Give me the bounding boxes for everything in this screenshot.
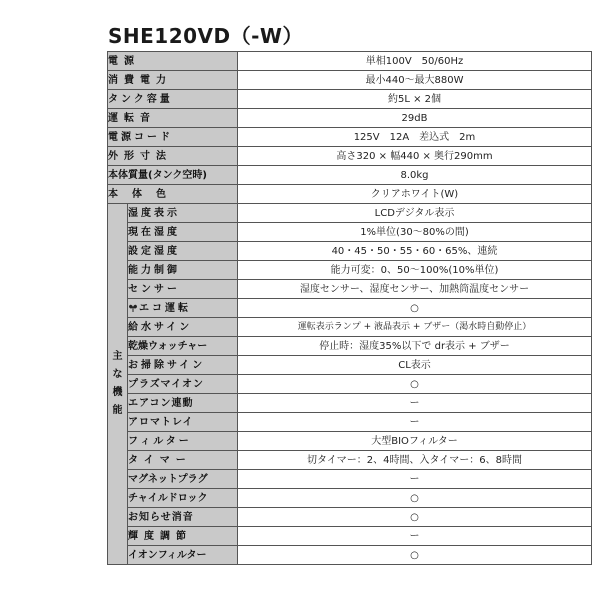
spec-label-tank: タンク容量 <box>108 90 238 109</box>
spec-label-cord: 電源コード <box>108 128 238 147</box>
table-row <box>108 109 592 128</box>
table-row <box>108 90 592 109</box>
table-row <box>108 280 592 299</box>
spec-table <box>107 51 592 565</box>
table-row <box>108 166 592 185</box>
feature-label-capacity-control: 能力制御 <box>128 261 238 280</box>
table-row <box>108 413 592 432</box>
feature-value-magnet-plug: ー <box>238 470 592 489</box>
spec-value-weight: 8.0kg <box>238 166 592 185</box>
feature-value-notice-mute: ○ <box>238 508 592 527</box>
product-title: SHE120VD（-W） <box>108 24 303 48</box>
feature-value-eco: ○ <box>238 299 592 318</box>
spec-label-dimensions: 外形寸法 <box>108 147 238 166</box>
feature-label-set-humidity: 設定湿度 <box>128 242 238 261</box>
spec-label-noise: 運転音 <box>108 109 238 128</box>
feature-label-current-humidity: 現在湿度 <box>128 223 238 242</box>
feature-label-humidity-display: 湿度表示 <box>128 204 238 223</box>
spec-label-power: 電源 <box>108 52 238 71</box>
feature-label-eco: エコ運転 <box>139 302 191 314</box>
table-row <box>108 128 592 147</box>
features-side-label: 主な機能 <box>108 204 128 565</box>
table-row <box>108 546 592 565</box>
feature-value-dry-watcher: 停止時：湿度35%以下で dr表示 + ブザー <box>238 337 592 356</box>
spec-value-tank: 約5L × 2個 <box>238 90 592 109</box>
table-row <box>108 489 592 508</box>
feature-value-sensor: 湿度センサー、湿度センサー、加熱筒温度センサー <box>238 280 592 299</box>
leaf-icon <box>128 303 138 312</box>
feature-label-ion-filter: イオンフィルター <box>128 546 238 565</box>
table-row <box>108 432 592 451</box>
feature-value-brightness: ー <box>238 527 592 546</box>
feature-label-child-lock: チャイルドロック <box>128 489 238 508</box>
table-row <box>108 527 592 546</box>
feature-label-timer: タイマー <box>128 451 238 470</box>
table-row <box>108 470 592 489</box>
feature-label-dry-watcher: 乾燥ウォッチャー <box>128 337 238 356</box>
spec-value-color: クリアホワイト(W) <box>238 185 592 204</box>
table-row <box>108 185 592 204</box>
table-row <box>108 318 592 337</box>
feature-label-brightness: 輝度調節 <box>128 527 238 546</box>
table-row <box>108 223 592 242</box>
spec-value-noise: 29dB <box>238 109 592 128</box>
table-row <box>108 52 592 71</box>
spec-label-color: 本体色 <box>108 185 238 204</box>
feature-label-notice-mute: お知らせ消音 <box>128 508 238 527</box>
feature-value-aroma-tray: ー <box>238 413 592 432</box>
feature-value-ion-filter: ○ <box>238 546 592 565</box>
table-row <box>108 451 592 470</box>
table-row <box>108 71 592 90</box>
table-row <box>108 356 592 375</box>
feature-label-plasma-ion: プラズマイオン <box>128 375 238 394</box>
feature-label-water-sign: 給水サイン <box>128 318 238 337</box>
feature-label-clean-sign: お掃除サイン <box>128 356 238 375</box>
feature-value-plasma-ion: ○ <box>238 375 592 394</box>
feature-value-clean-sign: CL表示 <box>238 356 592 375</box>
table-row <box>108 508 592 527</box>
spec-value-dimensions: 高さ320 × 幅440 × 奥行290mm <box>238 147 592 166</box>
table-row <box>108 375 592 394</box>
table-row <box>108 299 592 318</box>
feature-label-aircon-link: エアコン連動 <box>128 394 238 413</box>
spec-value-cord: 125V 12A 差込式 2m <box>238 128 592 147</box>
feature-label-sensor: センサー <box>128 280 238 299</box>
feature-value-water-sign: 運転表示ランプ + 液晶表示 + ブザー（渇水時自動停止） <box>238 318 592 337</box>
feature-value-timer: 切タイマー：2、4時間、入タイマー：6、8時間 <box>238 451 592 470</box>
feature-value-set-humidity: 40・45・50・55・60・65%、連続 <box>238 242 592 261</box>
feature-value-child-lock: ○ <box>238 489 592 508</box>
table-row <box>108 337 592 356</box>
table-row <box>108 204 592 223</box>
feature-label-eco-cell <box>128 299 238 318</box>
feature-label-filter: フィルター <box>128 432 238 451</box>
feature-label-magnet-plug: マグネットプラグ <box>128 470 238 489</box>
feature-value-current-humidity: 1%単位(30～80%の間) <box>238 223 592 242</box>
spec-label-consumption: 消費電力 <box>108 71 238 90</box>
feature-value-capacity-control: 能力可変：0、50～100%(10%単位) <box>238 261 592 280</box>
feature-value-humidity-display: LCDデジタル表示 <box>238 204 592 223</box>
feature-label-aroma-tray: アロマトレイ <box>128 413 238 432</box>
feature-value-filter: 大型BIOフィルター <box>238 432 592 451</box>
spec-value-power: 単相100V 50/60Hz <box>238 52 592 71</box>
spec-value-consumption: 最小440～最大880W <box>238 71 592 90</box>
table-row <box>108 394 592 413</box>
table-row <box>108 261 592 280</box>
feature-value-aircon-link: ー <box>238 394 592 413</box>
spec-label-weight: 本体質量(タンク空時) <box>108 166 238 185</box>
table-row <box>108 242 592 261</box>
table-row <box>108 147 592 166</box>
